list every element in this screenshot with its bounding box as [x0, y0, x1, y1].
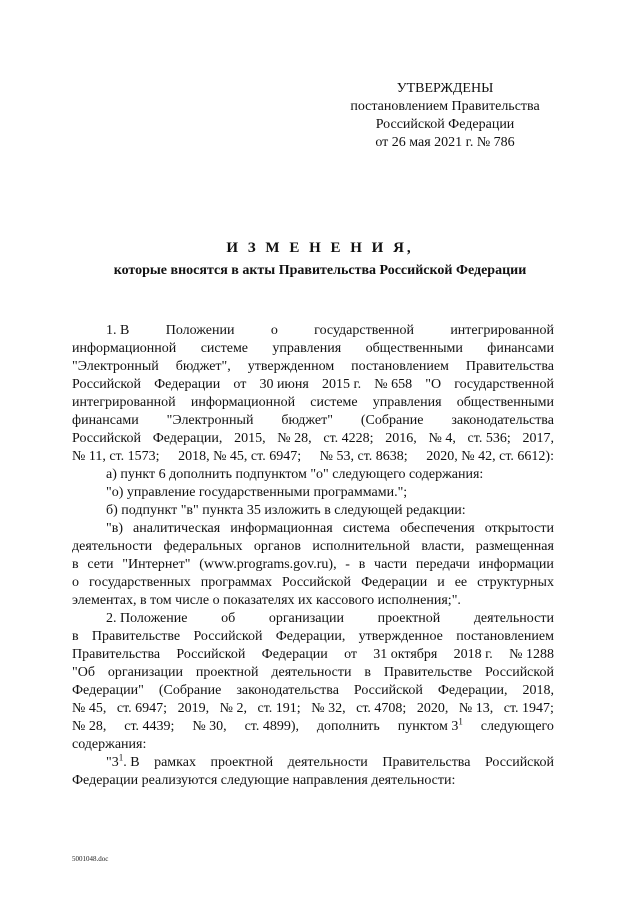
approval-block: [300, 80, 590, 152]
text-line: [72, 322, 554, 340]
text-segment: государственной: [454, 377, 554, 392]
text-line: [72, 574, 554, 592]
text-segment: утвержденное: [358, 629, 443, 644]
text-segment: Российской: [72, 377, 141, 392]
text-line: [72, 340, 554, 358]
text-segment: программах: [200, 575, 273, 590]
text-line: [72, 700, 554, 718]
text-segment: № 30,: [192, 719, 227, 734]
text-segment: Российской: [484, 665, 554, 680]
text-segment: и: [437, 575, 445, 590]
text-segment: № 28,: [72, 719, 107, 734]
text-segment: "в): [106, 521, 123, 536]
approval-line: Российской Федерации: [375, 117, 515, 132]
text-segment: 2015 г.: [321, 377, 362, 392]
text-segment: общественными: [456, 395, 554, 410]
text-segment: открытости: [484, 521, 554, 536]
text-segment: -: [345, 557, 350, 572]
text-segment: ст. 4899),: [244, 719, 300, 734]
text-segment: (Собрание: [158, 683, 222, 698]
text-segment: "Электронный: [72, 359, 159, 374]
text-segment: № 28,: [277, 431, 312, 446]
text-segment: проектной: [195, 665, 259, 680]
text-segment: Российской: [72, 431, 141, 446]
text-line: [72, 682, 554, 700]
text-segment: федеральных: [163, 539, 243, 554]
text-line: [72, 484, 554, 502]
text-segment: № 1288: [509, 647, 554, 662]
text-segment: № 658: [374, 377, 413, 392]
text-line: [72, 628, 554, 646]
text-segment: власти,: [421, 539, 465, 554]
text-segment: Российской: [193, 629, 263, 644]
text-segment: о: [270, 323, 278, 338]
text-segment: от: [344, 647, 358, 662]
text-segment: дополнить: [316, 719, 380, 734]
text-segment: государственных: [89, 575, 191, 590]
text-segment: бюджет",: [175, 359, 231, 374]
text-segment: № 13,: [458, 701, 494, 716]
text-segment: 2. Положение: [106, 611, 188, 626]
text-segment: ст. 4439;: [124, 719, 175, 734]
text-segment: Правительства: [72, 647, 161, 662]
text-segment: обеспечения: [399, 521, 475, 536]
text-segment: следующего: [480, 719, 554, 734]
text-segment: в: [72, 557, 79, 572]
text-segment: 2017,: [522, 431, 554, 446]
text-segment: в: [364, 665, 372, 680]
text-segment: Федерации: [261, 647, 328, 662]
text-segment: 2019,: [177, 701, 210, 716]
text-segment: 2015,: [234, 431, 266, 446]
text-segment: "Об: [72, 665, 95, 680]
text-segment: информации: [478, 557, 554, 572]
text-segment: № 32,: [311, 701, 346, 716]
text-segment: Правительства: [465, 359, 554, 374]
text-segment: 2018, № 45, ст. 6947;: [178, 449, 302, 464]
document-title: И З М Е Н Е Н И Я,: [226, 240, 414, 256]
text-segment: информационной: [190, 395, 296, 410]
text-segment: 30 июня: [259, 377, 309, 392]
text-segment: финансами: [72, 413, 139, 428]
text-segment: 2020,: [416, 701, 449, 716]
text-line: [72, 610, 554, 628]
text-segment: общественными: [365, 341, 463, 356]
text-segment: № 2,: [219, 701, 247, 716]
text-segment: Федерации: [154, 377, 221, 392]
text-segment: "$3^1$. В: [106, 752, 140, 770]
text-segment: о: [72, 575, 79, 590]
text-segment: бюджет": [281, 413, 333, 428]
text-line: [72, 592, 554, 610]
text-segment: организации: [107, 665, 183, 680]
document-body: [72, 322, 554, 790]
text-segment: управления: [272, 341, 342, 356]
text-segment: 2016,: [385, 431, 417, 446]
text-segment: сети: [87, 557, 114, 572]
text-line: [72, 412, 554, 430]
text-segment: (www.programs.gov.ru),: [199, 557, 337, 572]
text-segment: деятельности: [287, 755, 368, 770]
text-line: [72, 376, 554, 394]
text-segment: 2018,: [522, 683, 554, 698]
text-segment: "Интернет": [122, 557, 191, 572]
approval-heading: УТВЕРЖДЕНЫ: [396, 81, 494, 96]
text-segment: рамках: [154, 755, 196, 770]
text-segment: ст. 1947;: [503, 701, 554, 716]
text-segment: (Собрание: [360, 413, 424, 428]
text-segment: деятельности: [72, 539, 153, 554]
text-line: [72, 556, 554, 574]
text-segment: ее: [454, 575, 468, 590]
text-segment: постановлением: [456, 629, 554, 644]
text-segment: Федерации,: [275, 629, 346, 644]
text-segment: Федерации реализуются следующие направления деятельности:: [72, 773, 456, 788]
text-segment: 2020, № 42, ст. 6612):: [426, 449, 554, 464]
text-segment: пунктом $3^1$: [397, 716, 463, 734]
text-segment: системе: [310, 395, 358, 410]
text-segment: "О: [425, 377, 442, 392]
text-segment: интегрированной: [72, 395, 176, 410]
text-segment: государственной: [314, 323, 414, 338]
text-segment: управления: [372, 395, 442, 410]
text-segment: Федерации": [72, 683, 144, 698]
text-line: [72, 430, 554, 448]
text-segment: в: [358, 557, 366, 572]
text-segment: а) пункт 6 дополнить подпунктом "о" следующего содержания:: [106, 467, 484, 482]
text-line: [72, 520, 554, 538]
file-name: 5001048.doc: [72, 855, 109, 863]
text-segment: 31 октября: [373, 647, 438, 662]
text-segment: ст. 4708;: [356, 701, 407, 716]
text-segment: информационной: [72, 341, 177, 356]
text-segment: Положении: [165, 323, 235, 338]
text-segment: ст. 6947;: [116, 701, 168, 716]
text-segment: об: [221, 611, 236, 626]
text-line: [72, 448, 554, 466]
text-line: [72, 772, 554, 790]
text-segment: размещенная: [475, 539, 554, 554]
text-segment: ст. 536;: [467, 431, 511, 446]
text-segment: системе: [200, 341, 249, 356]
text-segment: № 45,: [72, 701, 107, 716]
text-line: [72, 754, 554, 772]
text-segment: Федерации,: [437, 683, 508, 698]
text-segment: Правительстве: [91, 629, 181, 644]
text-segment: части: [374, 557, 408, 572]
text-segment: финансами: [487, 341, 554, 356]
text-segment: Российской: [353, 683, 423, 698]
text-segment: система: [342, 521, 390, 536]
text-segment: информационная: [230, 521, 333, 536]
text-segment: Федерации: [361, 575, 428, 590]
text-segment: № 4,: [428, 431, 456, 446]
text-segment: деятельности: [271, 665, 352, 680]
text-segment: структурных: [477, 575, 554, 590]
text-segment: интегрированной: [450, 323, 554, 338]
text-segment: Российской: [176, 647, 246, 662]
text-segment: Правительства: [382, 755, 471, 770]
text-segment: элементах, в том числе о показателях их кассового исполнения;".: [72, 593, 461, 608]
text-segment: законодательства: [236, 683, 339, 698]
text-segment: "о) управление государственными программами.";: [106, 485, 408, 500]
text-segment: ст. 191;: [257, 701, 301, 716]
text-line: [72, 538, 554, 556]
text-segment: Российской: [282, 575, 352, 590]
text-segment: б) подпункт "в" пункта 35 изложить в следующей редакции:: [106, 503, 466, 518]
approval-line: постановлением Правительства: [350, 99, 540, 114]
text-line: [72, 502, 554, 520]
text-segment: № 11, ст. 1573;: [72, 449, 160, 464]
text-line: [72, 646, 554, 664]
text-segment: 1. В: [106, 323, 130, 338]
text-segment: аналитическая: [133, 521, 221, 536]
text-line: [72, 466, 554, 484]
text-segment: Федерации,: [152, 431, 223, 446]
approval-date: от 26 мая 2021 г. № 786: [375, 135, 515, 150]
text-segment: постановлением: [351, 359, 449, 374]
text-segment: от: [233, 377, 247, 392]
text-segment: передачи: [415, 557, 470, 572]
text-segment: в: [72, 629, 79, 644]
text-segment: деятельности: [473, 611, 554, 626]
text-segment: утвержденном: [247, 359, 335, 374]
text-segment: 2018 г.: [453, 647, 493, 662]
text-segment: ст. 4228;: [323, 431, 374, 446]
document-subtitle: которые вносятся в акты Правительства Российской Федерации: [113, 263, 527, 278]
text-segment: Правительстве: [383, 665, 473, 680]
text-segment: проектной: [210, 755, 274, 770]
text-segment: законодательства: [451, 413, 554, 428]
text-line: [72, 664, 554, 682]
text-line: [72, 718, 554, 736]
text-segment: "Электронный: [166, 413, 254, 428]
text-line: [72, 358, 554, 376]
text-segment: органов: [253, 539, 301, 554]
text-segment: содержания:: [72, 737, 147, 752]
text-segment: организации: [268, 611, 344, 626]
text-line: [72, 394, 554, 412]
text-segment: № 53, ст. 8638;: [319, 449, 408, 464]
text-segment: Российской: [484, 755, 554, 770]
text-segment: исполнительной: [312, 539, 411, 554]
text-line: [72, 736, 554, 754]
text-segment: проектной: [377, 611, 441, 626]
